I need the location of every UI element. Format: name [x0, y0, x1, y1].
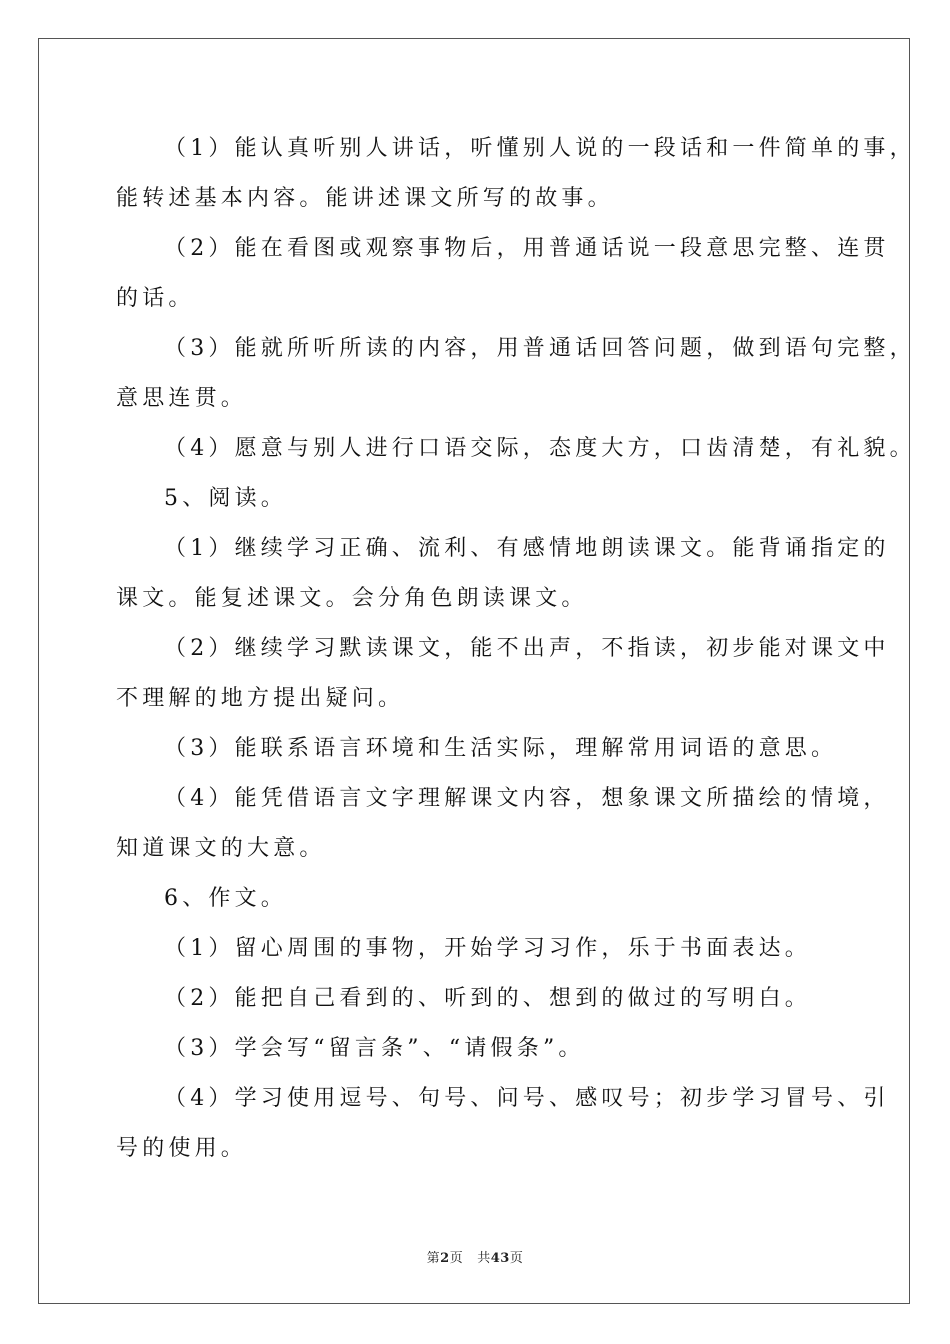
- text-line: （3）能联系语言环境和生活实际，理解常用词语的意思。: [164, 736, 838, 761]
- text-line: （4）学习使用逗号、句号、问号、感叹号；初步学习冒号、引: [164, 1086, 890, 1111]
- text-line: 课文。能复述课文。会分角色朗读课文。: [116, 586, 588, 611]
- text-line: （1）留心周围的事物，开始学习习作，乐于书面表达。: [164, 936, 811, 961]
- text-line: 知道课文的大意。: [116, 836, 326, 861]
- page-number: 2: [440, 1251, 450, 1266]
- text-line: （1）能认真听别人讲话，听懂别人说的一段话和一件简单的事，: [164, 136, 916, 161]
- total-suffix: 页: [509, 1251, 524, 1266]
- total-prefix: 共: [477, 1251, 491, 1266]
- text-line: （3）能就所听所读的内容，用普通话回答问题，做到语句完整，: [164, 336, 916, 361]
- text-line: （1）继续学习正确、流利、有感情地朗读课文。能背诵指定的: [164, 536, 890, 561]
- document-body: [116, 124, 916, 1174]
- text-line: 能转述基本内容。能讲述课文所写的故事。: [116, 186, 614, 211]
- section-heading: 5、阅读。: [164, 486, 287, 511]
- text-line: （4）能凭借语言文字理解课文内容，想象课文所描绘的情境，: [164, 786, 890, 811]
- text-line: 不理解的地方提出疑问。: [116, 686, 405, 711]
- text-line: （2）能在看图或观察事物后，用普通话说一段意思完整、连贯: [164, 236, 890, 261]
- text-line: 意思连贯。: [116, 386, 248, 411]
- page-prefix: 第: [426, 1251, 441, 1266]
- text-line: （2）继续学习默读课文，能不出声，不指读，初步能对课文中: [164, 636, 890, 661]
- total-pages: 43: [490, 1251, 510, 1266]
- text-line: （4）愿意与别人进行口语交际，态度大方，口齿清楚，有礼貌。: [164, 436, 916, 461]
- text-line: （2）能把自己看到的、听到的、想到的做过的写明白。: [164, 986, 811, 1011]
- section-heading: 6、作文。: [164, 886, 287, 911]
- text-line: 的话。: [116, 286, 195, 311]
- page-suffix: 页: [449, 1251, 464, 1266]
- text-line: 号的使用。: [116, 1136, 248, 1161]
- page-footer: [0, 1247, 950, 1266]
- text-line: （3）学会写“留言条”、“请假条”。: [164, 1036, 585, 1061]
